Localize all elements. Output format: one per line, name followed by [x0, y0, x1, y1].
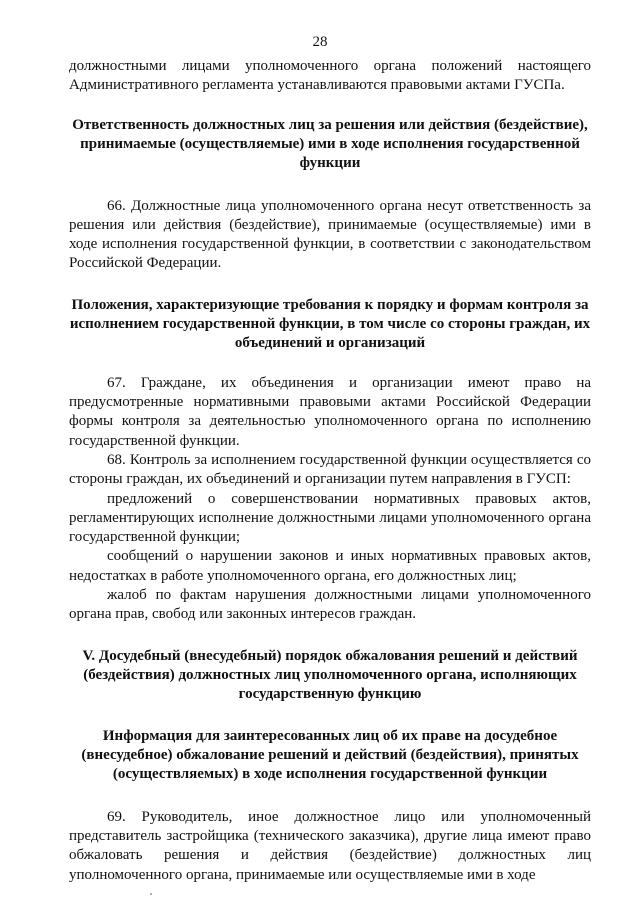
paragraph-67: 67. Граждане, их объединения и организации имеют право на предусмотренные нормативными правовыми актами Российской Федерации формы контроля за деятельностью уполномоченного органа по исполнению государственной функции.	[69, 374, 591, 449]
heading-control-forms: Положения, характеризующие требования к порядку и формам контроля за исполнением государственной функции, в том числе со стороны граждан, их объединений и организаций	[69, 296, 591, 351]
document-body	[69, 57, 591, 885]
heading-appeal-info: Информация для заинтересованных лиц об их праве на досудебное (внесудебное) обжалование решений и действий (бездействия), принятых (осуществляемых) в ходе исполнения государственной функции	[81, 727, 579, 782]
heading-responsibility: Ответственность должностных лиц за решения или действия (бездействие), принимаемые (осуществляемые) ими в ходе исполнения государственной функции	[72, 116, 588, 171]
paragraph-continuation: должностными лицами уполномоченного органа положений настоящего Административного регламента устанавливаются правовыми актами ГУСПа.	[69, 58, 591, 94]
list-item-reports: сообщений о нарушении законов и иных нормативных правовых актов, недостатках в работе уполномоченного органа, его должностных лиц;	[69, 548, 591, 584]
paragraph-69: 69. Руководитель, иное должностное лицо или уполномоченный представитель застройщика (технического заказчика), другие лица имеют право обжаловать решения и действия (бездействие) должностных лиц уполномоченного органа, принимаемые или осуществляемые ими в ходе	[69, 808, 591, 883]
scan-speck	[150, 893, 152, 895]
list-item-complaints: жалоб по фактам нарушения должностными лицами уполномоченного органа прав, свобод или законных интересов граждан.	[69, 587, 591, 623]
list-item-proposals: предложений о совершенствовании нормативных правовых актов, регламентирующих исполнение должностными лицами уполномоченного органа государственной функции;	[69, 490, 591, 546]
paragraph-66: 66. Должностные лица уполномоченного органа несут ответственность за решения или действия (бездействие), принимаемые (осуществляемые) ими в ходе исполнения государственной функции, в соответствии с законодательством Российской Федерации.	[69, 197, 591, 272]
section-v-heading: V. Досудебный (внесудебный) порядок обжалования решений и действий (бездействия) должностных лиц уполномоченного органа, исполняющих государственную функцию	[82, 647, 578, 702]
page-number: 28	[312, 34, 328, 50]
paragraph-68: 68. Контроль за исполнением государственной функции осуществляется со стороны граждан, их объединений и организации путем направления в ГУСП:	[69, 451, 591, 488]
